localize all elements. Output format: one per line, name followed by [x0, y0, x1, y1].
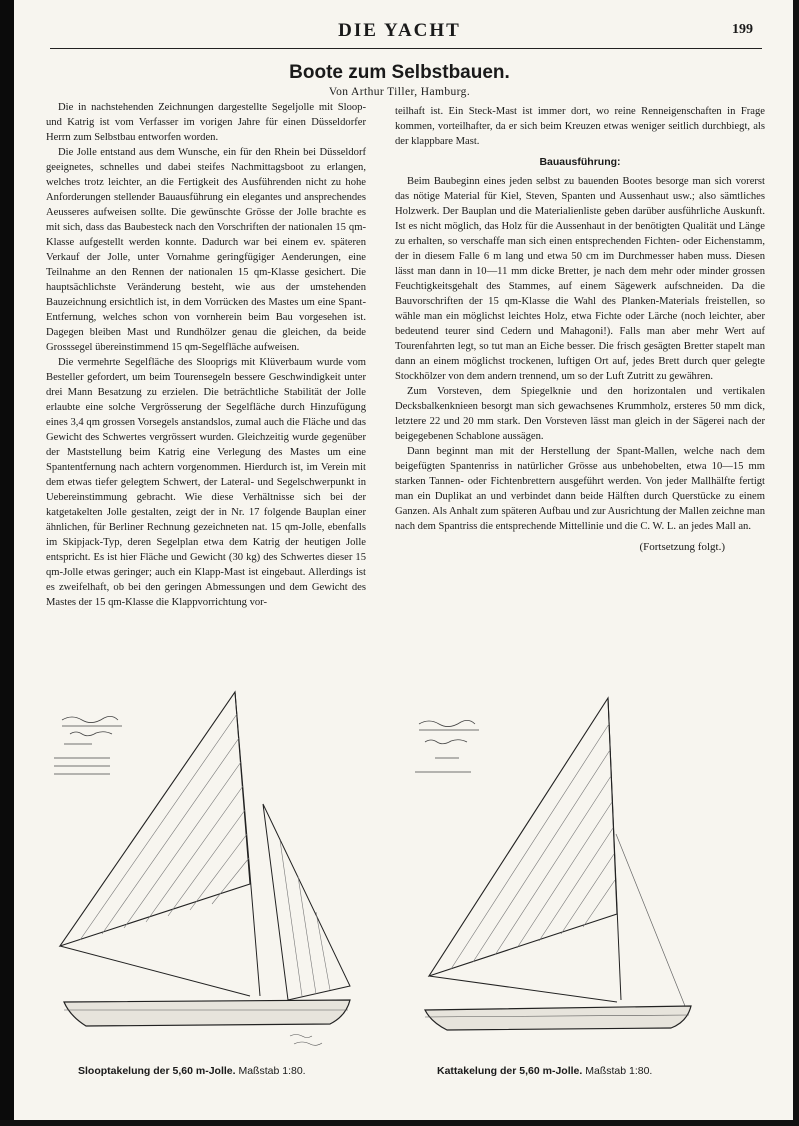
figure-caption-right: [437, 1065, 652, 1077]
article-title: Boote zum Selbstbauen.: [289, 62, 510, 83]
paragraph: Zum Vorsteven, dem Spiegelknie und den horizontalen und vertikalen Decksbalkenknieen besorgt man sich gewachsenes Krummholz, ersteres 50 mm dick, letztere 22 und 20 mm stark. Den Vorsteven lässt man gleich in der Sägerei nach der beigegebenen Schablone aussägen.: [395, 386, 765, 442]
paragraph: Die in nachstehenden Zeichnungen dargestellte Segeljolle mit Sloop- und Katrig ist vom Verfasser im vorigen Jahre für einen Düsseldorfer Herrn zum Selbstbau entworfen worden.: [46, 102, 366, 143]
cat-rig-sail-plan: [395, 684, 715, 1064]
left-text-column: [46, 100, 366, 610]
article-byline: Von Arthur Tiller, Hamburg.: [328, 86, 471, 98]
paragraph: Beim Baubeginn eines jeden selbst zu bauenden Bootes besorge man sich vorerst das nötige Material für Kiel, Steven, Spanten und Aussenhaut usw.; also sämtliches Holzwerk. Der Bauplan und die Materialienliste geben darüber ausführliche Auskunft. Ist es nicht möglich, das Holz für die Aussenhaut in der benötigten Qualität und Länge zu erhalten, so verschaffe man sich einen entsprechenden Fichten- oder Eichenstamm, der in diesem Falle 6 m lang und etwa 50 cm im Durchmesser haben muss. Diesen lässt man dann in 10—11 mm dicke Bretter, je nach dem mehr oder minder grossen Feuchtigkeitsgehalt des Stammes, auf einem Sägewerk aufschneiden. Da die Bauvorschriften der 15 qm-Klasse die Wahl des Planken-Materials freistellen, so wähle man ein möglichst leichtes Holz, etwa Fichte oder Lärche (noch leichter, aber bedeutend teurer sind Cedern und Mahagoni!). Falls man aber mehr Wert auf Tourenfahrten legt, so tut man an Eiche besser. Die frisch gesägten Bretter stapelt man dann an einem möglichst trockenen, luftigen Ort auf, jedes Brett durch quer gelegte Stockhölzer von dem andern trennend, um so der Luft Zutritt zu gewähren.: [395, 176, 765, 382]
mainsail: [60, 692, 250, 946]
caption-scale: Maßstab 1:80.: [238, 1065, 306, 1077]
continued-note: (Fortsetzung folgt.): [639, 541, 725, 553]
sail-seams: [451, 724, 615, 969]
figure-caption-left: [78, 1065, 306, 1077]
paragraph-continuation: teilhaft ist. Ein Steck-Mast ist immer dort, wo reine Renneigenschaften in Frage kommen, vorteilhafter, da er sich beim Kreuzen etwas weniger seitlich durchbiegt, als der klappbare Mast.: [395, 106, 765, 147]
sail-outline: [429, 698, 685, 1006]
right-text-column: [395, 104, 765, 555]
sail-seams: [80, 714, 330, 996]
section-heading: Bauausführung:: [539, 156, 621, 168]
sloop-rig-sail-plan: [40, 684, 370, 1064]
caption-text: Slooptakelung der 5,60 m-Jolle.: [78, 1065, 236, 1077]
hull: [64, 1000, 350, 1026]
scan-edge-left: [0, 0, 14, 1126]
boom: [429, 976, 617, 1002]
hull: [425, 1006, 691, 1030]
paragraph: Dann beginnt man mit der Herstellung der Spant-Mallen, welche nach dem beigefügten Spantenriss in natürlicher Grösse aus unbehobelten, etwa 10—15 mm starken Tannen- oder Fichtenbrettern ausgeführt werden. Von jeder Mallhälfte fertigt man ein Duplikat an und verbindet dann beide Hälften durch Querstücke zu einem Ganzen. Als Anhalt zum späteren Aufbau und zur Ausrichtung der Mallen zeichne man nach dem Spantriss die entsprechende Mittellinie und die C. W. L. an jedes Mall an.: [395, 446, 765, 532]
forestay: [616, 834, 685, 1006]
caption-text: Kattakelung der 5,60 m-Jolle.: [437, 1065, 583, 1077]
caption-scale: Maßstab 1:80.: [585, 1065, 653, 1077]
jib: [263, 804, 350, 1000]
running-title: DIE YACHT: [338, 20, 461, 41]
paragraph: Die vermehrte Segelfläche des Slooprigs mit Klüverbaum wurde vom Besteller gefordert, um beim Tourensegeln bessere Geschwindigkeit unter drei Mann Besatzung zu erzielen. Die beträchtliche Stabilität der Jolle erlaubte eine solche Vergrösserung der Segelfläche durch Hinzufügung eines 3,4 qm grossen Vorsegels anstandslos, zumal auch die Fläche und das Gewicht des Schwertes vergrössert wurden. Gleichzeitig wurde gegenüber der Maststellung beim Katrig eine Verlegung des Mastes um eine Spantentfernung nach achtern vorgenommen. Hierdurch ist, im Verein mit dem etwas tiefer gelegtem Schwert, der Lateral- und Segelschwerpunkt in Uebereinstimmung gebracht. Wie diese Verhältnisse sich bei der katgetakelten Jolle gestalten, zeigt der in Nr. 17 folgende Bauplan einer ähnlichen, für Berliner Rechnung gezeichneten nat. 15 qm-Jolle, ebenfalls im Skipjack-Typ, deren Segelplan etwa dem Katrig der heutigen Jolle entspricht. Es ist hier Fläche und Gewicht (30 kg) des Schwertes dieser 15 qm-Jolle etwas geringer; auch ein Klapp-Mast ist eingebaut. Allerdings ist es zweifelhaft, ob bei den geringen Abmessungen und dem Gewicht des Mastes der 15 qm-Klasse die Klappvorrichtung vor-: [46, 357, 366, 608]
scan-edge-right: [793, 0, 799, 1126]
signature-mark: [290, 1035, 322, 1046]
scan-edge-bottom: [0, 1120, 799, 1126]
drawing-title-block: [54, 716, 122, 774]
boom: [60, 946, 250, 996]
sail-outline: [60, 692, 350, 1000]
page-number: 199: [732, 22, 753, 37]
header-rule: [50, 48, 762, 49]
drawing-title-block: [415, 720, 479, 772]
paragraph: Die Jolle entstand aus dem Wunsche, ein für den Rhein bei Düsseldorf geeignetes, schnelles und dabei steifes Nachmittagsboot zu erlangen, welches trotz leichter, an die Fertigkeit des Ausführenden nicht zu hohe Anforderungen stellender Bauausführung ein elegantes und ansprechendes Aeusseres aufweisen sollte. Die gewünschte Grösse der Jolle brachte es mit sich, dass das Baubesteck nach den Vorschriften der nationalen 15 qm-Klasse aufgestellt werden konnte. Dadurch war bei einem ev. späteren Verkauf der Jolle, unter Vornahme geringfügiger Aenderungen, eine Teilnahme an den Rennen der nationalen 15 qm-Klasse gesichert. Die hauptsächlichste Veränderung besteht, wie aus der umstehenden Bauzeichnung ersichtlich ist, in dem Vorrücken des Mastes um eine Spant-Entfernung, welches schon von vornherein beim Bau vorgesehen ist. Dagegen bleiben Mast und Rundhölzer genau die gleichen, da beide Grosssegel übereinstimmend 15 qm-Segelfläche aufweisen.: [46, 147, 366, 353]
